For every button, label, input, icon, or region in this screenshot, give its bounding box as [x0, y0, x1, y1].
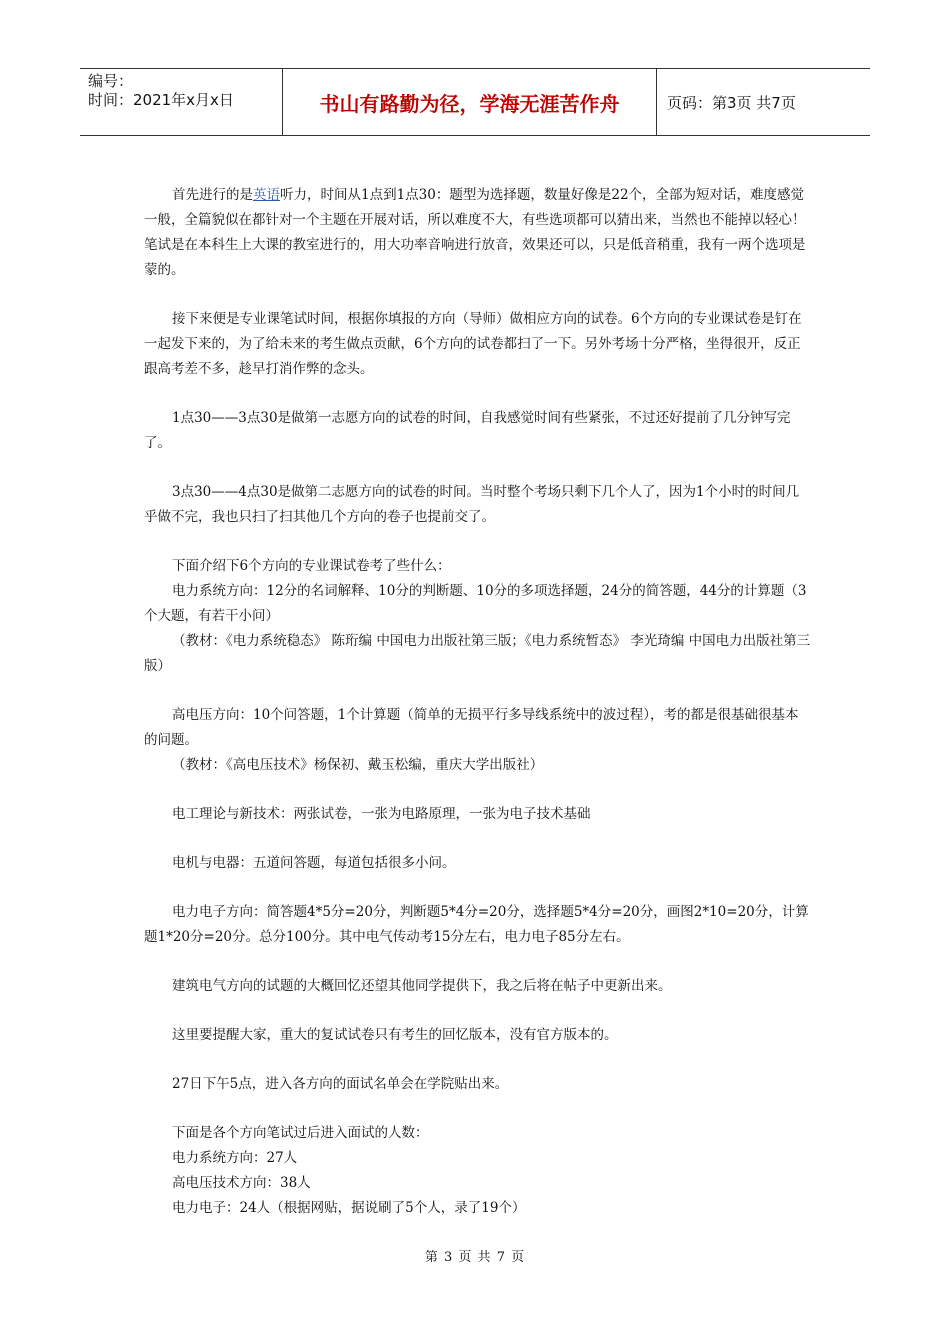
- paragraph-motors: 电机与电器：五道问答题，每道包括很多小问。: [172, 855, 456, 871]
- list-item: 电力电子：24人（根据网贴，据说刷了5个人，录了19个）: [172, 1200, 526, 1216]
- page-number-label: 页码：第3页 共7页: [667, 93, 796, 112]
- text-span: 听力，时间从1点到1点30：题型为选择题，数量好像是22个，全部为短对话，难度感觉一般，全篇貌似在都针对一个主题在开展对话，所以难度不大，有些选项都可以猜出来，当然也不能掉以轻心！笔试是在本科生上大课的教室进行的，用大功率音响进行放音，效果还可以，只是低音稍重，我有一两个选项是蒙的。: [144, 187, 806, 278]
- paragraph-hv-textbook: （教材：《高电压技术》杨保初、戴玉松编，重庆大学出版社）: [172, 757, 544, 773]
- paragraph-written-exam: 接下来便是专业课笔试时间，根据你填报的方向（导师）做相应方向的试卷。6个方向的专业课试卷是钉在一起发下来的，为了给未来的考生做点贡献，6个方向的试卷都扫了一下。另外考场十分严格，坐得很开，反正跟高考差不多，趁早打消作弊的念头。: [144, 311, 802, 377]
- date-label: 时间：2021年x月x日: [88, 91, 234, 109]
- page-header: [80, 68, 870, 136]
- paragraph-second-choice: 3点30——4点30是做第二志愿方向的试卷的时间。当时整个考场只剩下几个人了，因为1个小时的时间几乎做不完，我也只扫了扫其他几个方向的卷子也提前交了。: [144, 484, 800, 525]
- list-item: 电力系统方向：27人: [172, 1150, 298, 1166]
- spacer: [144, 1097, 812, 1121]
- text-span: 首先进行的是: [172, 187, 253, 203]
- spacer: [144, 283, 812, 307]
- list-item: 高电压技术方向：38人: [172, 1175, 311, 1191]
- header-page-cell: [657, 69, 870, 135]
- paragraph-interview-list: 27日下午5点，进入各方向的面试名单会在学院贴出来。: [172, 1076, 509, 1092]
- spacer: [144, 382, 812, 406]
- paragraph-power-system: 电力系统方向：12分的名词解释、10分的判断题、10分的多项选择题，24分的简答题，44分的计算题（3个大题，有若干小问）: [144, 583, 807, 624]
- paragraph-electrical-theory: 电工理论与新技术：两张试卷，一张为电路原理，一张为电子技术基础: [172, 806, 591, 822]
- spacer: [144, 827, 812, 851]
- spacer: [144, 456, 812, 480]
- english-link[interactable]: 英语: [253, 187, 280, 203]
- spacer: [144, 679, 812, 703]
- page-footer: [0, 1246, 950, 1265]
- header-info-cell: [80, 69, 283, 135]
- paragraph-interview-counts: 下面是各个方向笔试过后进入面试的人数：: [172, 1125, 429, 1141]
- paragraph-power-electronics: 电力电子方向：简答题4*5分=20分，判断题5*4分=20分，选择题5*4分=20分，画图2*10=20分，计算题1*20分=20分。总分100分。其中电气传动考15分左右，电力电子85分左右。: [144, 904, 809, 945]
- paragraph-first-choice: 1点30——3点30是做第一志愿方向的试卷的时间，自我感觉时间有些紧张，不过还好提前了几分钟写完了。: [144, 410, 791, 451]
- footer-page-number: 第 3 页 共 7 页: [424, 1250, 526, 1265]
- paragraph-power-textbooks: （教材：《电力系统稳态》 陈珩编 中国电力出版社第三版；《电力系统暂态》 李光琦编 中国电力出版社第三版）: [144, 633, 811, 674]
- document-body: [144, 183, 812, 1221]
- spacer: [144, 876, 812, 900]
- spacer: [144, 950, 812, 974]
- serial-label: 编号：: [88, 72, 134, 90]
- paragraph-reminder: 这里要提醒大家，重大的复试试卷只有考生的回忆版本，没有官方版本的。: [172, 1027, 618, 1043]
- header-motto-cell: [283, 69, 657, 135]
- paragraph-listening: [144, 183, 812, 283]
- spacer: [144, 530, 812, 554]
- spacer: [144, 999, 812, 1023]
- spacer: [144, 1048, 812, 1072]
- paragraph-building-electrical: 建筑电气方向的试题的大概回忆还望其他同学提供下，我之后将在帖子中更新出来。: [172, 978, 672, 994]
- paragraph-intro-directions: 下面介绍下6个方向的专业课试卷考了些什么：: [172, 558, 451, 574]
- paragraph-high-voltage: 高电压方向：10个问答题，1个计算题（简单的无损平行多导线系统中的波过程），考的都是很基础很基本的问题。: [144, 707, 799, 748]
- motto-text: 书山有路勤为径，学海无涯苦作舟: [319, 91, 620, 116]
- spacer: [144, 778, 812, 802]
